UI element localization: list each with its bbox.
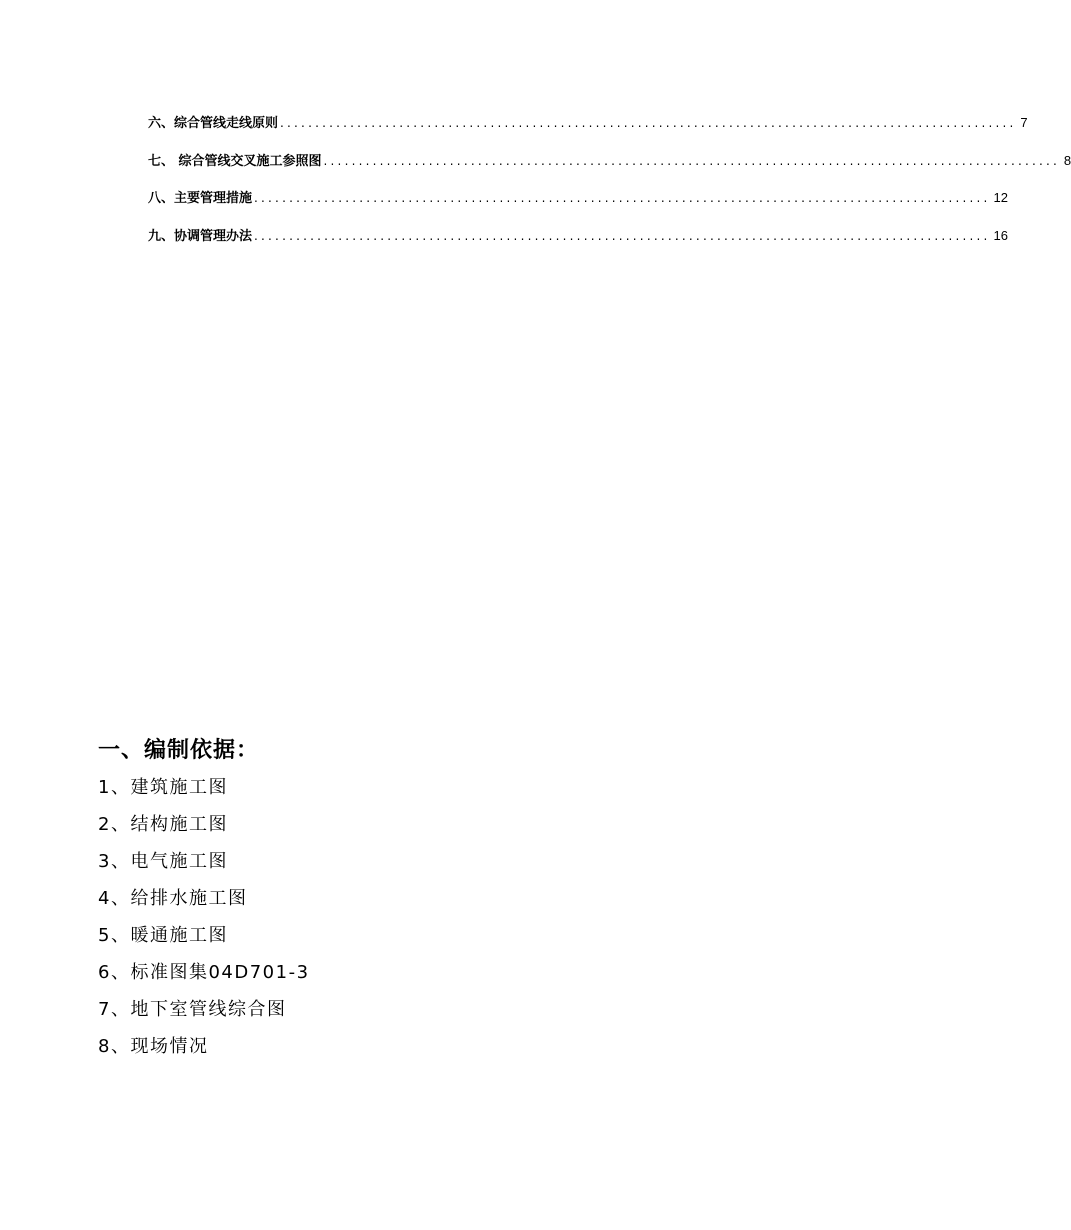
toc-entry[interactable] [148,187,1009,225]
list-item: 3、电气施工图 [98,851,228,872]
toc-page-number: 12 [993,190,1009,205]
list-item: 2、结构施工图 [98,814,228,835]
toc-page-number: 8 [1063,152,1071,168]
list-item: 6、标准图集04D701-3 [98,962,310,983]
toc-entry-title: 九、协调管理办法 [148,228,253,244]
table-of-contents [148,112,1071,262]
list-item: 4、给排水施工图 [98,888,248,909]
section-heading: 一、编制依据： [98,738,260,763]
compilation-basis-section [98,733,798,1070]
toc-entry[interactable] [148,112,1028,150]
list-item: 5、暖通施工图 [98,925,228,946]
toc-entry-title: 七、 综合管线交叉施工参照图 [148,153,322,169]
list-item: 8、现场情况 [98,1036,209,1057]
basis-list [98,774,798,1070]
toc-entry-title: 六、综合管线走线原则 [148,116,279,131]
toc-page-number: 7 [1020,115,1028,130]
toc-page-number: 16 [993,227,1009,243]
toc-dot-leader: ......................................................................................................... [254,191,991,205]
list-item: 7、地下室管线综合图 [98,999,287,1020]
toc-entry-title: 八、主要管理措施 [148,191,253,206]
toc-dot-leader: ......................................................................................................... [254,228,991,243]
toc-dot-leader: ......................................................................................................... [323,153,1061,168]
toc-entry[interactable] [148,225,1009,263]
toc-dot-leader: ......................................................................................................... [280,116,1017,130]
list-item: 1、建筑施工图 [98,777,228,798]
toc-entry[interactable] [148,150,1071,188]
